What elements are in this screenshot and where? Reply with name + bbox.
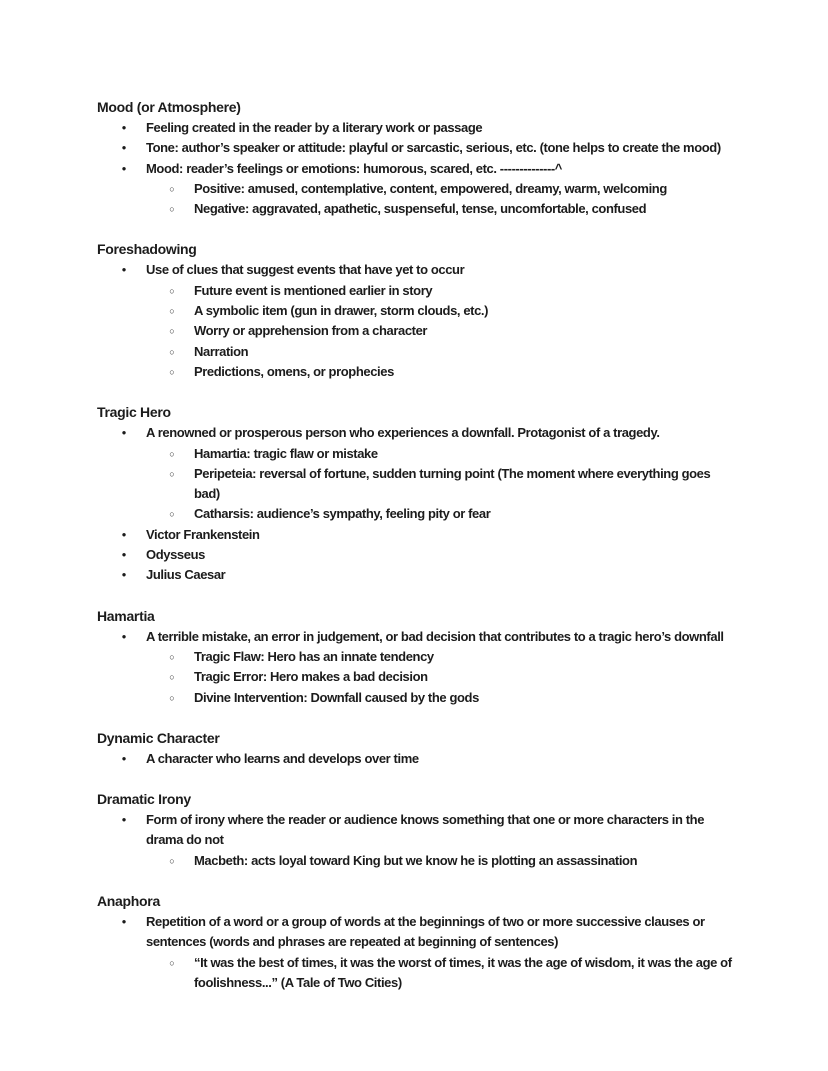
list-item-text: Predictions, omens, or prophecies — [194, 363, 394, 379]
section-heading: Dramatic Irony — [97, 791, 191, 808]
bullet-circle-icon: ○ — [169, 692, 175, 703]
list-item — [97, 118, 733, 138]
bullet-circle-icon: ○ — [169, 651, 175, 662]
list-item-text: Feeling created in the reader by a literary work or passage — [146, 120, 483, 135]
list-item-text: Peripeteia: reversal of fortune, sudden turning point (The moment where everything goes bad) — [194, 465, 711, 502]
list-item-text: Divine Intervention: Downfall caused by the gods — [194, 689, 479, 705]
list-item-text: Mood: reader’s feelings or emotions: humorous, scared, etc. --------------^ — [146, 160, 562, 176]
bullet-circle-icon: ○ — [169, 285, 175, 296]
list-item-text: Use of clues that suggest events that have yet to occur — [146, 262, 465, 278]
section-heading: Hamartia — [97, 607, 155, 624]
bullet-disc-icon: ● — [121, 631, 127, 641]
list-item — [97, 260, 733, 280]
section-1 — [97, 239, 733, 382]
list-item-text: Future event is mentioned earlier in story — [194, 282, 433, 298]
bullet-circle-icon: ○ — [169, 855, 175, 866]
list-item — [97, 159, 733, 179]
list-item — [97, 851, 733, 871]
list-item-text: A character who learns and develops over time — [146, 750, 419, 766]
list-item — [97, 362, 733, 382]
bullet-disc-icon: ● — [121, 428, 127, 438]
bullet-disc-icon: ● — [121, 917, 127, 927]
list-item — [97, 321, 733, 341]
list-item-text: A renowned or prosperous person who experiences a downfall. Protagonist of a tragedy. — [146, 425, 660, 441]
list-item-text: “It was the best of times, it was the worst of times, it was the age of wisdom, it was the age of foolishness...” (A Tale of Two Cities) — [194, 954, 732, 990]
list-item — [97, 810, 733, 851]
list-item-text: Form of irony where the reader or audience knows something that one or more characters in the drama do not — [146, 812, 705, 848]
bullet-disc-icon: ● — [121, 815, 127, 825]
section-6 — [97, 891, 733, 993]
section-list — [97, 423, 733, 585]
list-item-text: Worry or apprehension from a character — [194, 323, 428, 339]
list-item — [97, 301, 733, 321]
section-2 — [97, 402, 733, 585]
bullet-circle-icon: ○ — [169, 204, 175, 215]
list-item — [97, 423, 733, 443]
bullet-disc-icon: ● — [121, 265, 127, 275]
list-item — [97, 504, 733, 524]
section-5 — [97, 789, 733, 871]
list-item — [97, 912, 733, 953]
section-list — [97, 810, 733, 871]
bullet-circle-icon: ○ — [169, 346, 175, 357]
list-item-text: Victor Frankenstein — [146, 526, 260, 542]
section-list — [97, 912, 733, 993]
bullet-disc-icon: ● — [121, 529, 127, 539]
list-item — [97, 444, 733, 464]
list-item-text: Macbeth: acts loyal toward King but we know he is plotting an assassination — [194, 852, 638, 868]
section-heading: Foreshadowing — [97, 241, 197, 258]
list-item-text: Hamartia: tragic flaw or mistake — [194, 445, 378, 461]
bullet-disc-icon: ● — [121, 753, 127, 763]
list-item-text: Tragic Flaw: Hero has an innate tendency — [194, 648, 434, 664]
list-item — [97, 749, 733, 769]
bullet-disc-icon: ● — [121, 123, 127, 132]
section-heading: Dynamic Character — [97, 729, 220, 746]
list-item — [97, 953, 733, 994]
list-item — [97, 565, 733, 585]
list-item — [97, 647, 733, 667]
list-item-text: A symbolic item (gun in drawer, storm clouds, etc.) — [194, 303, 489, 319]
list-item — [97, 281, 733, 301]
section-list — [97, 260, 733, 382]
bullet-circle-icon: ○ — [169, 306, 175, 317]
section-heading: Anaphora — [97, 893, 160, 910]
list-item-text: Tone: author’s speaker or attitude: playful or sarcastic, serious, etc. (tone helps to create the mood) — [146, 140, 721, 156]
bullet-circle-icon: ○ — [169, 672, 175, 683]
list-item — [97, 199, 733, 219]
section-heading: Tragic Hero — [97, 404, 171, 421]
bullet-circle-icon: ○ — [169, 326, 175, 337]
bullet-circle-icon: ○ — [169, 448, 175, 459]
list-item — [97, 688, 733, 708]
section-0 — [97, 97, 733, 219]
document-content — [97, 97, 733, 993]
list-item-text: Odysseus — [146, 547, 205, 563]
list-item — [97, 667, 733, 687]
list-item — [97, 464, 733, 505]
section-list — [97, 627, 733, 708]
bullet-circle-icon: ○ — [169, 957, 175, 968]
bullet-disc-icon: ● — [121, 570, 127, 580]
section-list — [97, 749, 733, 769]
list-item-text: Tragic Error: Hero makes a bad decision — [194, 669, 428, 685]
list-item — [97, 179, 733, 199]
list-item — [97, 138, 733, 158]
section-heading: Mood (or Atmosphere) — [97, 99, 241, 115]
bullet-disc-icon: ● — [121, 550, 127, 560]
section-3 — [97, 606, 733, 708]
bullet-circle-icon: ○ — [169, 468, 175, 479]
list-item-text: Narration — [194, 343, 249, 359]
bullet-circle-icon: ○ — [169, 183, 175, 194]
bullet-circle-icon: ○ — [169, 509, 175, 520]
list-item-text: Repetition of a word or a group of words at the beginnings of two or more successive clauses or sentences (words and phrases are repeated at beginning of sentences) — [146, 914, 705, 950]
list-item-text: Positive: amused, contemplative, content, empowered, dreamy, warm, welcoming — [194, 180, 667, 196]
section-list — [97, 118, 733, 219]
list-item — [97, 627, 733, 647]
section-4 — [97, 728, 733, 769]
list-item-text: A terrible mistake, an error in judgement, or bad decision that contributes to a tragic hero’s downfall — [146, 628, 724, 644]
list-item-text: Catharsis: audience’s sympathy, feeling pity or fear — [194, 506, 491, 522]
bullet-disc-icon: ● — [121, 163, 127, 173]
list-item-text: Negative: aggravated, apathetic, suspenseful, tense, uncomfortable, confused — [194, 201, 647, 217]
list-item — [97, 525, 733, 545]
bullet-disc-icon: ● — [121, 143, 127, 153]
list-item — [97, 545, 733, 565]
list-item-text: Julius Caesar — [146, 567, 226, 583]
list-item — [97, 342, 733, 362]
bullet-circle-icon: ○ — [169, 366, 175, 377]
